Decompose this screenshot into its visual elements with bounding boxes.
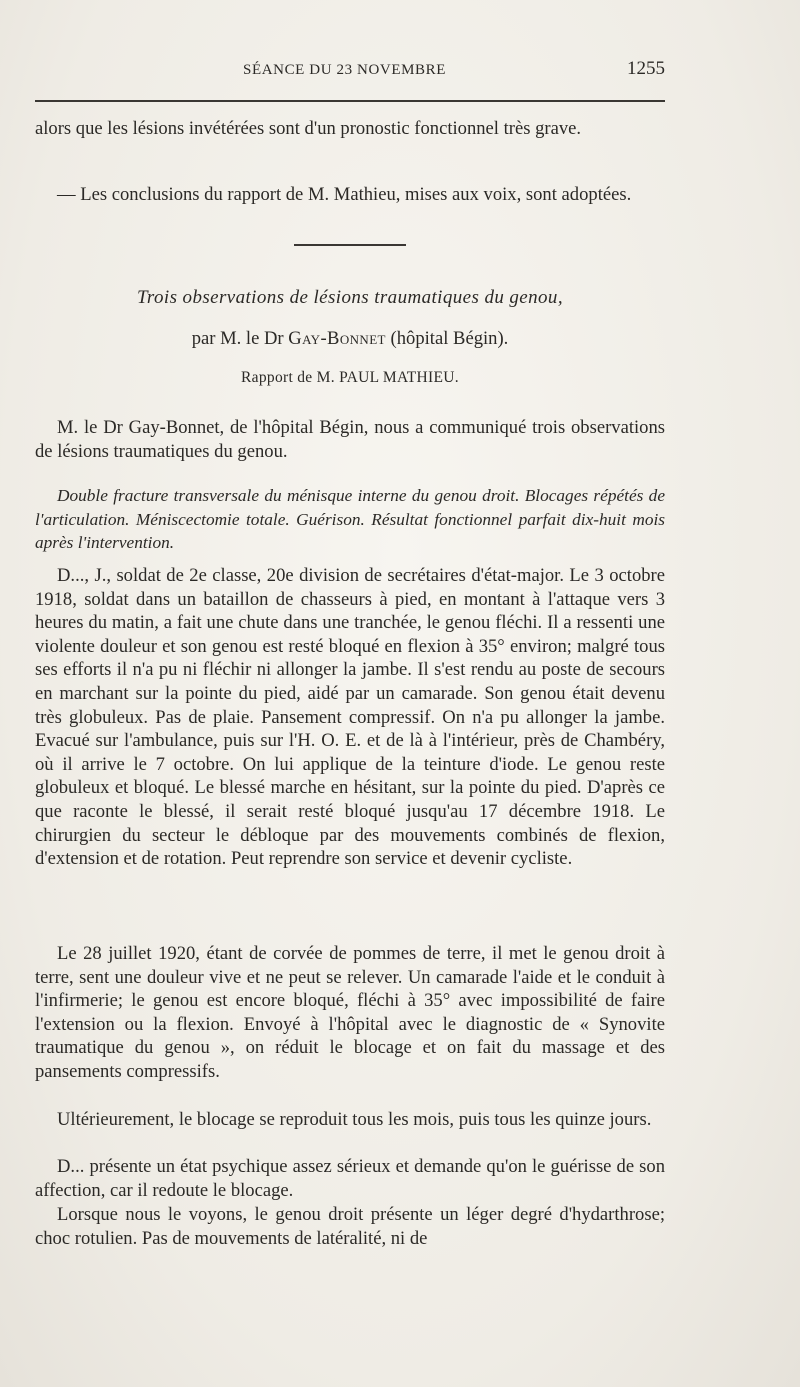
section-divider	[294, 244, 406, 246]
paragraph-second-injury: Le 28 juillet 1920, étant de corvée de pommes de terre, il met le genou droit à terre, sent une douleur vive et ne peut se relever. Un camarade l'aide et le conduit à l'infirmerie; le genou est encore bloqué, fléchi à 35° avec impossibilité de faire l'extension ou la flexion. Envoyé à l'hôpital avec le diagnostic de « Synovite traumatique du genou », on réduit le blocage et on fait du massage et des pansements compressifs.	[35, 943, 665, 1082]
author-name: Gay-Bonnet	[288, 328, 386, 349]
paragraph-recurrence: Ultérieurement, le blocage se reproduit tous les mois, puis tous les quinze jours.	[57, 1109, 652, 1130]
page-number: 1255	[627, 58, 665, 79]
paragraph-pronostic: alors que les lésions invétérées sont d'un pronostic fonctionnel très grave.	[35, 118, 582, 139]
paragraph-conclusions: — Les conclusions du rapport de M. Mathieu, mises aux voix, sont adoptées.	[57, 184, 632, 205]
article-author	[35, 328, 665, 350]
paragraph-psychic-state: D... présente un état psychique assez sérieux et demande qu'on le guérisse de son affection, car il redoute le blocage.	[35, 1156, 665, 1201]
report-line: Rapport de M. PAUL MATHIEU.	[241, 369, 459, 386]
header-rule	[35, 100, 665, 102]
running-header	[35, 58, 665, 86]
paragraph-examination: Lorsque nous le voyons, le genou droit présente un léger degré d'hydarthrose; choc rotulien. Pas de mouvements de latéralité, ni de	[35, 1204, 665, 1249]
paragraph-case-history: D..., J., soldat de 2e classe, 20e division de secrétaires d'état-major. Le 3 octobre 1918, soldat dans un bataillon de chasseurs à pied, en montant à l'attaque vers 3 heures du matin, a fait une chute dans une tranchée, le genou fléchi. Il a ressenti une violente douleur et son genou est resté bloqué en flexion à 35° environ; malgré tous ses efforts il n'a pu ni fléchir ni allonger la jambe. Il s'est rendu au poste de secours en marchant sur la pointe du pied, aidé par un camarade. Son genou était devenu très globuleux. Pas de plaie. Pansement compressif. On n'a pu allonger la jambe. Evacué sur l'ambulance, puis sur l'H. O. E. et de là à l'intérieur, près de Chambéry, où il arrive le 7 octobre. On lui applique de la teinture d'iode. Le genou reste globuleux et bloqué. Le blessé marche en hésitant, sur la pointe du pied. D'après ce que raconte le blessé, il serait resté bloqué jusqu'au 17 décembre 1918. Le chirurgien du secteur le débloque par des mouvements combinés de flexion, d'extension et de rotation. Peut reprendre son service et devenir cycliste.	[35, 565, 665, 870]
author-prefix: par M. le Dr	[191, 328, 289, 349]
case-heading: Double fracture transversale du ménisque interne du genou droit. Blocages répétés de l'articulation. Méniscectomie totale. Guérison. Résultat fonctionnel parfait dix-huit mois après l'intervention.	[35, 486, 665, 553]
author-suffix: (hôpital Bégin).	[385, 328, 509, 349]
running-title: SÉANCE DU 23 NOVEMBRE	[243, 62, 447, 78]
paragraph-intro: M. le Dr Gay-Bonnet, de l'hôpital Bégin, nous a communiqué trois observations de lésions traumatiques du genou.	[35, 417, 665, 462]
article-title: Trois observations de lésions traumatiques du genou,	[137, 287, 563, 308]
